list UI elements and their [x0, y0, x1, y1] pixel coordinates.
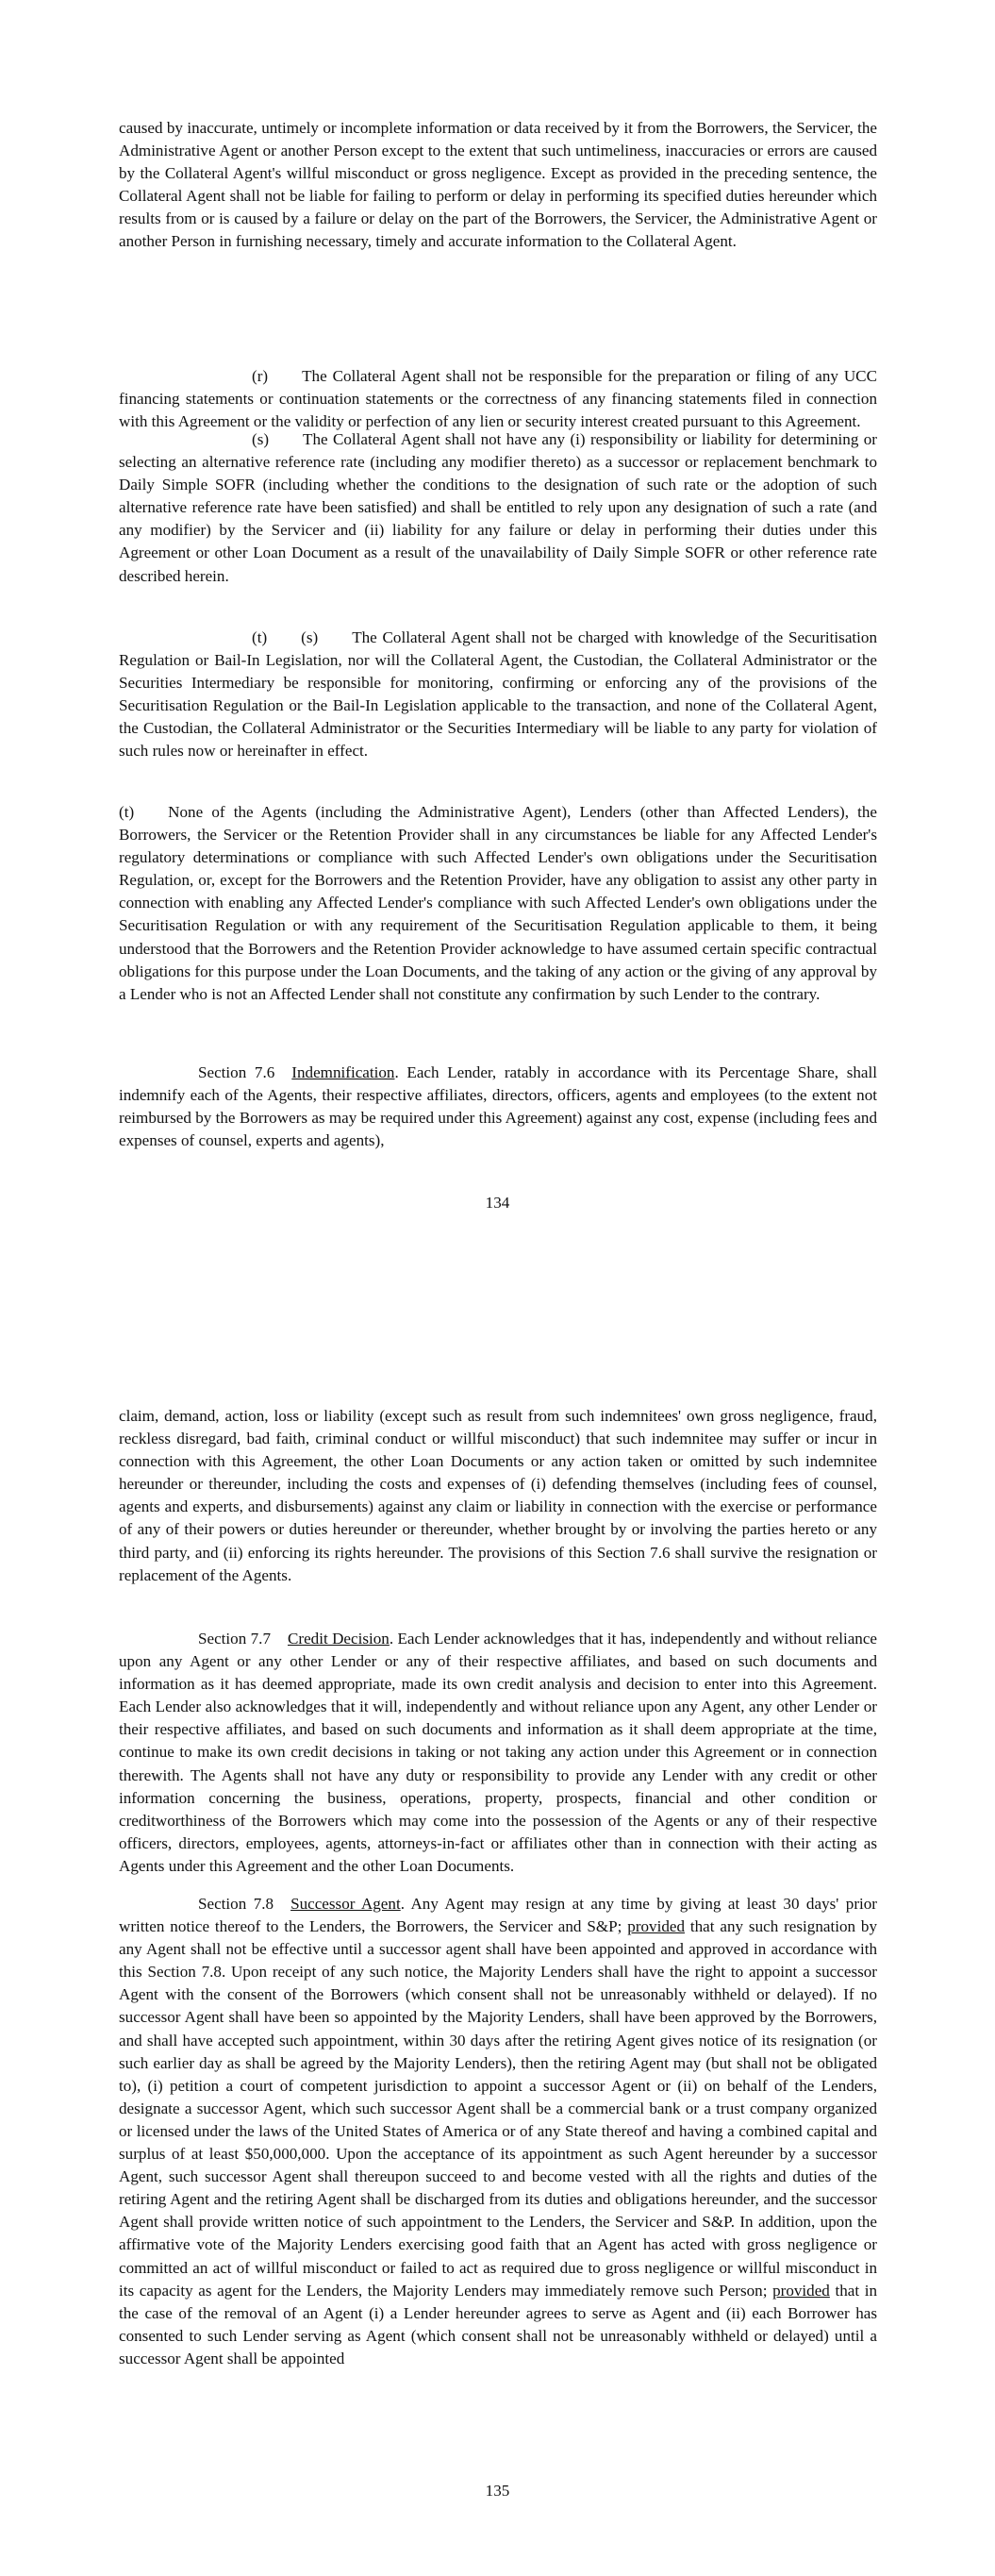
paragraph-t: (t) None of the Agents (including the Administrative Agent), Lenders (other than Affected Lenders), the Borrowers, the Servicer or the Retention Provider shall in any circumstances be liable for any Affected Lender's regulatory determinations or compliance with such Affected Lender's own obligations under the Securitisation Regulation, or, except for the Borrowers and the Retention Provider, have any obligation to assist any other party in connection with enabling any Affected Lender's compliance with such Affected Lender's own obligations under the Securitisation Regulation or with any requirement of the Securitisation Regulation applicable to them, it being understood that the Borrowers and the Retention Provider acknowledge to have assumed certain specific contractual obligations for this purpose under the Loan Documents, and the taking of any action or the giving of any approval by a Lender who is not an Affected Lender shall not constitute any confirmation by such Lender to the contrary. — [119, 803, 877, 1003]
section-heading: Indemnification — [291, 1063, 395, 1081]
paragraph-r: (r) The Collateral Agent shall not be responsible for the preparation or filing of any UCC financing statements or continuation statements or the correctness of any financing statements filed in connection with this Agreement or the validity or perfection of any lien or security interest created pursuant to this Agreement. — [119, 367, 877, 431]
section-heading: Credit Decision — [288, 1630, 390, 1648]
section-7-7: Section 7.7 Credit Decision. Each Lender acknowledges that it has, independently and without reliance upon any Agent or any other Lender or any of their respective affiliates, and based on such documents and information as it has deemed appropriate, made its own credit analysis and decision to enter into this Agreement. Each Lender also acknowledges that it will, independently and without reliance upon any Agent, any other Lender or their respective affiliates, and based on such documents and information as it shall deem appropriate at the time, continue to make its own credit decisions in taking or not taking any action under this Agreement or in connection therewith. The Agents shall not have any duty or responsibility to provide any Lender with any credit or other information concerning the business, operations, property, prospects, financial and other condition or creditworthiness of the Borrowers which may come into the possession of the Agents or any of their respective officers, directors, employees, agents, attorneys-in-fact or affiliates other than in connection with their acting as Agents under this Agreement and the other Loan Documents. — [119, 1630, 877, 1875]
section-number: Section 7.6 — [198, 1063, 275, 1081]
clause-label: (r) — [252, 367, 269, 385]
section-heading: Successor Agent — [290, 1895, 401, 1913]
paragraph-continuation: claim, demand, action, loss or liability (except such as result from such indemnitees' own gross negligence, fraud, reckless disregard, bad faith, criminal conduct or willful misconduct) that such indemnitee may suffer or incur in connection with this Agreement, the other Loan Documents or any action taken or omitted by such indemnitee hereunder or thereunder, including the costs and expenses of (i) defending themselves (including fees of counsel, agents and experts, and disbursements) against any claim or liability in connection with the exercise or performance of any of their powers or duties hereunder or thereunder, whether brought by or involving the parties hereto or any third party, and (ii) enforcing its rights hereunder. The provisions of this Section 7.6 shall survive the resignation or replacement of the Agents. — [119, 1407, 877, 1584]
provided-term: provided — [627, 1917, 686, 1936]
section-number: Section 7.8 — [198, 1895, 274, 1913]
clause-label: (t) — [252, 628, 268, 646]
paragraph-t-s: (t) (s) The Collateral Agent shall not be charged with knowledge of the Securitisation Regulation or Bail-In Legislation, nor will the Collateral Agent, the Custodian, the Collateral Administrator or the Securities Intermediary be responsible for monitoring, confirming or enforcing any of the provisions of the Securitisation Regulation or the Bail-In Legislation applicable to the transaction, and none of the Collateral Agent, the Custodian, the Collateral Administrator or the Securities Intermediary will be liable to any party for violation of such rules now or hereinafter in effect. — [119, 628, 877, 761]
provided-term: provided — [772, 2281, 830, 2300]
paragraph-continuation: caused by inaccurate, untimely or incomplete information or data received by it from the Borrowers, the Servicer, the Administrative Agent or another Person except to the extent that such untimeliness, inaccuracies or errors are caused by the Collateral Agent's willful misconduct or gross negligence. Except as provided in the preceding sentence, the Collateral Agent shall not be liable for failing to perform or delay in performing its specified duties hereunder which results from or is caused by a failure or delay on the part of the Borrowers, the Servicer, the Administrative Agent or another Person in furnishing necessary, timely and accurate information to the Collateral Agent. — [119, 119, 877, 251]
section-7-8: Section 7.8 Successor Agent. Any Agent may resign at any time by giving at least 30 days' prior written notice thereof to the Lenders, the Borrowers, the Servicer and S&P; provided that any such resignation by any Agent shall not be effective until a successor agent shall have been appointed and approved in accordance with this Section 7.8. Upon receipt of any such notice, the Majority Lenders shall have the right to appoint a successor Agent with the consent of the Borrowers (which consent shall not be unreasonably withheld or delayed). If no successor Agent shall have been so appointed by the Majority Lenders, shall have been approved by the Borrowers, and shall have accepted such appointment, within 30 days after the retiring Agent gives notice of its resignation (or such earlier day as shall be agreed by the Majority Lenders), then the retiring Agent may (but shall not be obligated to), (i) petition a court of competent jurisdiction to appoint a successor Agent or (ii) on behalf of the Lenders, designate a successor Agent, which such successor Agent shall be a commercial bank or a trust company organized or licensed under the laws of the United States of America or of any State thereof and having a combined capital and surplus of at least $50,000,000. Upon the acceptance of its appointment as such Agent hereunder by a successor Agent, such successor Agent shall thereupon succeed to and become vested with all the rights and duties of the retiring Agent and the retiring Agent shall be discharged from its duties and obligations hereunder, and the successor Agent shall provide written notice of such appointment to the Lenders, the Servicer and S&P. In addition, upon the affirmative vote of the Majority Lenders exercising good faith that an Agent has acted with gross negligence or committed an act of willful misconduct or failed to act as required due to gross negligence or willful misconduct in its capacity as agent for the Lenders, the Majority Lenders may immediately remove such Person; provided that in the case of the removal of an Agent (i) a Lender hereunder agrees to serve as Agent and (ii) each Borrower has consented to such Lender serving as Agent (which consent shall not be unreasonably withheld or delayed) until a successor Agent shall be appointed — [119, 1895, 878, 2367]
page-135 — [0, 1288, 995, 2576]
clause-label: (s) — [252, 430, 270, 448]
paragraph-s: (s) The Collateral Agent shall not have any (i) responsibility or liability for determining or selecting an alternative reference rate (including any modifier thereto) as a successor or replacement benchmark to Daily Simple SOFR (including whether the conditions to the designation of such rate or the adoption of such alternative reference rate have been satisfied) and shall be entitled to rely upon any designation of such a rate (and any modifier) by the Servicer and (ii) liability for any failure or delay in performing their duties under this Agreement or other Loan Document as a result of the unavailability of Daily Simple SOFR or other reference rate described herein. — [119, 430, 877, 585]
page-number: 134 — [485, 1194, 510, 1212]
section-number: Section 7.7 — [198, 1630, 271, 1648]
page-number: 135 — [485, 2482, 510, 2500]
clause-label: (s) — [301, 628, 319, 646]
clause-label: (t) — [119, 803, 135, 821]
section-7-6: Section 7.6 Indemnification. Each Lender, ratably in accordance with its Percentage Share, shall indemnify each of the Agents, their respective affiliates, directors, officers, agents and employees (to the extent not reimbursed by the Borrowers as may be required under this Agreement) against any cost, expense (including fees and expenses of counsel, experts and agents), — [119, 1063, 877, 1150]
